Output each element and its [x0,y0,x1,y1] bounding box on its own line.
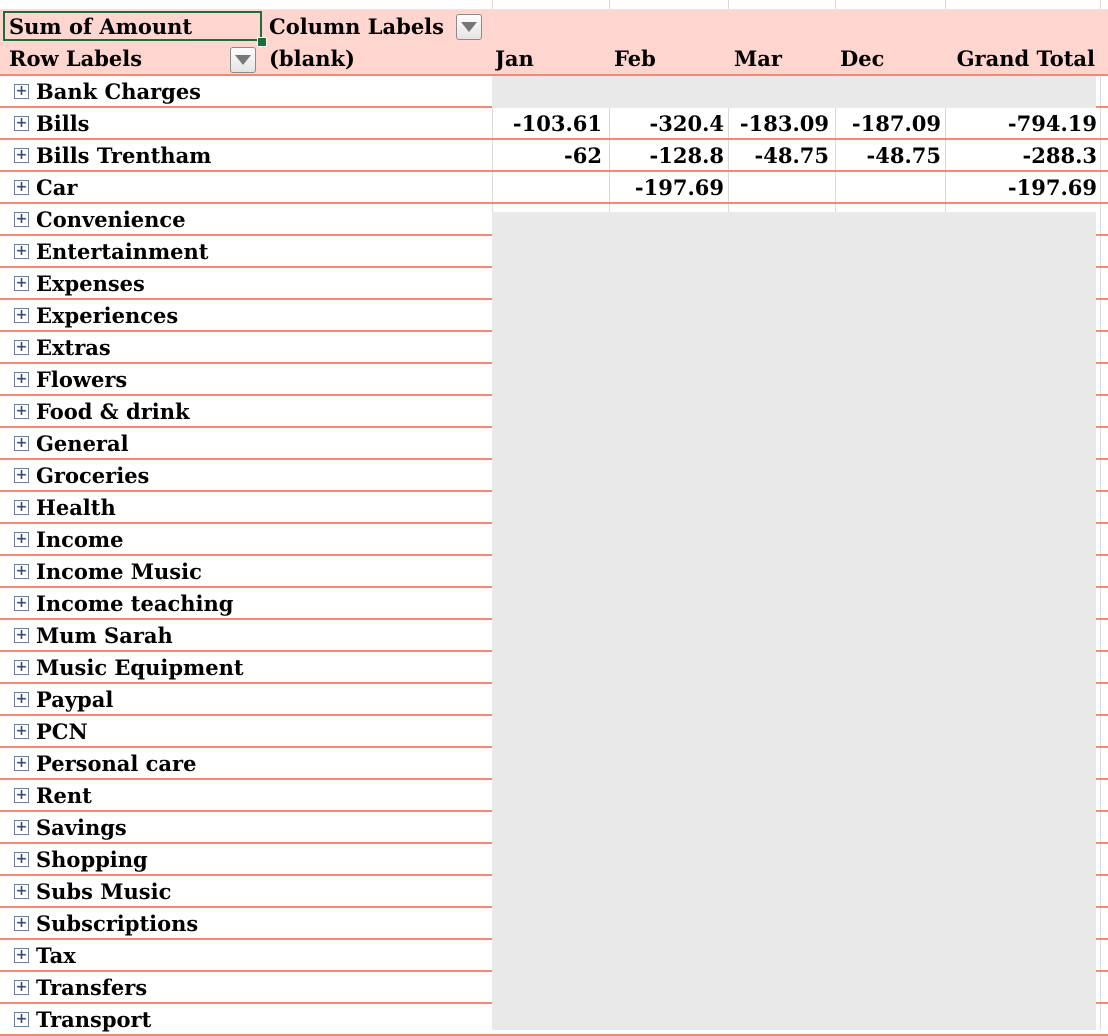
expand-row-icon[interactable]: + [15,403,28,419]
active-cell-selection [3,11,262,41]
expand-row-icon[interactable]: + [15,723,28,739]
expand-row-icon[interactable]: + [15,211,28,227]
expand-row-icon[interactable]: + [15,883,28,899]
expand-row-icon[interactable]: + [15,1011,28,1027]
column-labels-header[interactable]: Column Labels [269,14,444,39]
row-label[interactable]: Convenience [36,207,186,232]
expand-row-icon[interactable]: + [15,915,28,931]
cell-grand-total[interactable]: -197.69 [1007,175,1097,200]
row-label[interactable]: Income [36,527,124,552]
cell-feb[interactable]: -320.4 [649,111,724,136]
expand-row-icon[interactable]: + [15,659,28,675]
column-header-blank[interactable]: (blank) [269,46,355,71]
expand-row-icon[interactable]: + [15,147,28,163]
row-label[interactable]: Rent [36,783,92,808]
cell-grand-total[interactable]: -288.3 [1022,143,1097,168]
row-label[interactable]: Income teaching [36,591,234,616]
cell-grand-total[interactable]: -794.19 [1007,111,1097,136]
row-label[interactable]: Health [36,495,116,520]
expand-row-icon[interactable]: + [15,851,28,867]
expand-row-icon[interactable]: + [15,339,28,355]
redacted-area [492,212,1096,1030]
cell-mar[interactable]: -183.09 [739,111,829,136]
row-label[interactable]: Food & drink [36,399,190,424]
expand-row-icon[interactable]: + [15,115,28,131]
row-separator [0,202,1108,204]
cell-jan[interactable]: -103.61 [512,111,602,136]
row-labels-filter-button[interactable] [230,47,256,73]
expand-row-icon[interactable]: + [15,595,28,611]
row-label[interactable]: Bank Charges [36,79,202,104]
cell-mar[interactable]: -48.75 [754,143,829,168]
cell-jan[interactable]: -62 [564,143,602,168]
pivot-corner-label[interactable]: Sum of Amount [9,14,193,39]
expand-row-icon[interactable]: + [15,819,28,835]
expand-row-icon[interactable]: + [15,83,28,99]
column-header-mar[interactable]: Mar [734,46,782,71]
chevron-down-icon [461,22,477,32]
row-label[interactable]: Experiences [36,303,179,328]
column-labels-filter-button[interactable] [456,14,482,40]
column-header-dec[interactable]: Dec [840,46,885,71]
expand-row-icon[interactable]: + [15,787,28,803]
expand-row-icon[interactable]: + [15,243,28,259]
row-label[interactable]: Transfers [36,975,148,1000]
row-label[interactable]: Transport [36,1007,152,1032]
cell-dec[interactable]: -187.09 [851,111,941,136]
expand-row-icon[interactable]: + [15,179,28,195]
expand-row-icon[interactable]: + [15,499,28,515]
row-label[interactable]: Subscriptions [36,911,199,936]
expand-row-icon[interactable]: + [15,467,28,483]
row-label[interactable]: Expenses [36,271,145,296]
column-header-feb[interactable]: Feb [614,46,656,71]
row-label[interactable]: General [36,431,129,456]
row-label[interactable]: Mum Sarah [36,623,173,648]
expand-row-icon[interactable]: + [15,275,28,291]
row-label[interactable]: Paypal [36,687,114,712]
row-label[interactable]: Bills Trentham [36,143,212,168]
expand-row-icon[interactable]: + [15,755,28,771]
row-label[interactable]: Flowers [36,367,128,392]
row-label[interactable]: Extras [36,335,111,360]
row-label[interactable]: Income Music [36,559,202,584]
chevron-down-icon [235,55,251,65]
fill-handle[interactable] [257,37,267,47]
row-label[interactable]: Subs Music [36,879,172,904]
cell-feb[interactable]: -197.69 [634,175,724,200]
row-label[interactable]: Car [36,175,78,200]
expand-row-icon[interactable]: + [15,371,28,387]
expand-row-icon[interactable]: + [15,947,28,963]
redacted-area [492,76,1096,108]
column-header-jan[interactable]: Jan [495,46,534,71]
expand-row-icon[interactable]: + [15,307,28,323]
row-label[interactable]: Groceries [36,463,150,488]
row-separator [0,170,1108,172]
row-label[interactable]: PCN [36,719,88,744]
row-label[interactable]: Music Equipment [36,655,244,680]
expand-row-icon[interactable]: + [15,627,28,643]
expand-row-icon[interactable]: + [15,435,28,451]
row-label[interactable]: Shopping [36,847,148,872]
expand-row-icon[interactable]: + [15,563,28,579]
row-labels-header[interactable]: Row Labels [9,46,143,71]
row-label[interactable]: Entertainment [36,239,209,264]
expand-row-icon[interactable]: + [15,979,28,995]
cell-dec[interactable]: -48.75 [866,143,941,168]
expand-row-icon[interactable]: + [15,531,28,547]
row-label[interactable]: Bills [36,111,90,136]
row-label[interactable]: Savings [36,815,127,840]
row-separator [0,138,1108,140]
expand-row-icon[interactable]: + [15,691,28,707]
column-header-grand-total[interactable]: Grand Total [956,46,1095,71]
row-label[interactable]: Tax [36,943,76,968]
row-label[interactable]: Personal care [36,751,197,776]
cell-feb[interactable]: -128.8 [649,143,724,168]
